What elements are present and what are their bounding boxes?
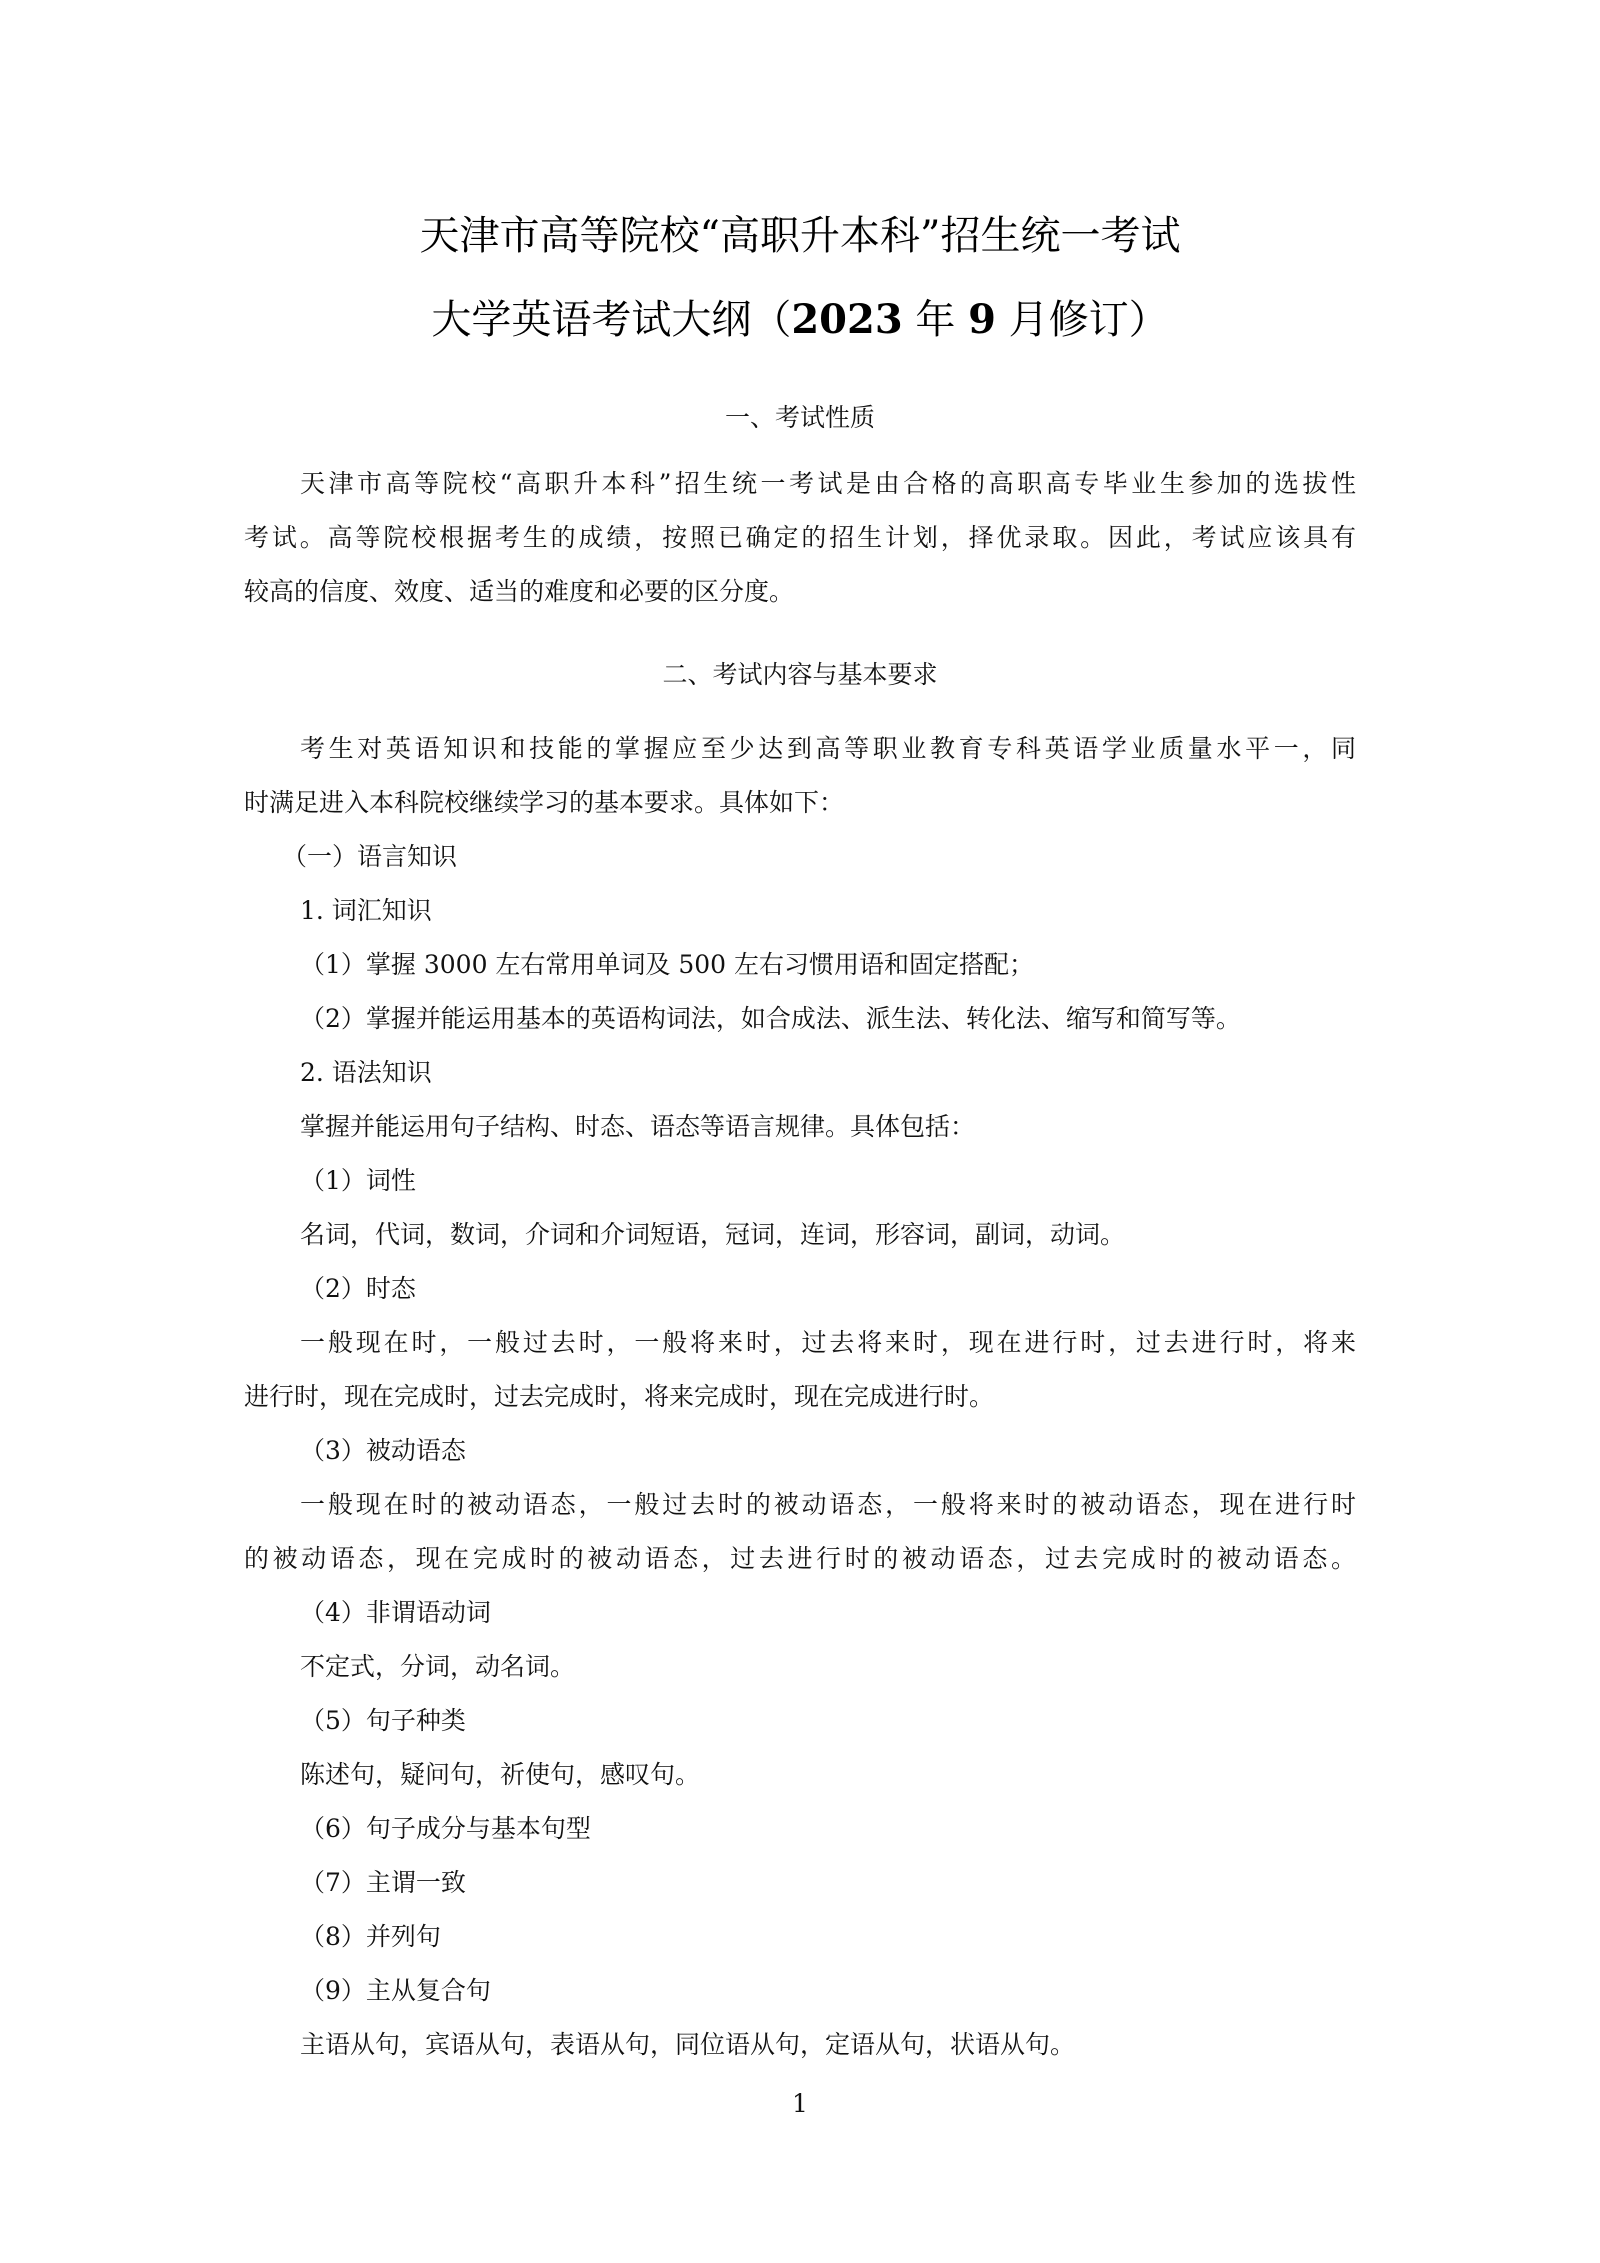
grammar-intro: 掌握并能运用句子结构、时态、语态等语言规律。具体包括： [300, 1112, 976, 1141]
tense-heading: （2）时态 [300, 1274, 416, 1303]
title-prefix: 大学英语考试大纲（ [431, 297, 792, 343]
section1-line: 天津市高等院校“高职升本科”招生统一考试是由合格的高职高专毕业生参加的选拔性 [300, 469, 1356, 498]
nonfinite-text: 不定式，分词，动名词。 [300, 1652, 576, 1681]
title-mid: 年 [902, 297, 969, 343]
page-number: 1 [792, 2089, 808, 2118]
complex-heading: （9）主从复合句 [300, 1976, 491, 2005]
sentence-types-text: 陈述句，疑问句，祈使句，感叹句。 [300, 1760, 701, 1789]
title-suffix: 月修订） [995, 297, 1169, 343]
passive-heading: （3）被动语态 [300, 1436, 466, 1465]
section2-intro-line: 考生对英语知识和技能的掌握应至少达到高等职业教育专科英语学业质量水平一，同 [300, 734, 1356, 763]
section1-line: 考试。高等院校根据考生的成绩，按照已确定的招生计划，择优录取。因此，考试应该具有 [244, 523, 1356, 552]
document-title-line1: 天津市高等院校“高职升本科”招生统一考试 [419, 213, 1181, 259]
vocab-item: （2）掌握并能运用基本的英语构词法，如合成法、派生法、转化法、缩写和简写等。 [300, 1004, 1241, 1033]
section1-line: 较高的信度、效度、适当的难度和必要的区分度。 [244, 577, 795, 606]
pos-heading: （1）词性 [300, 1166, 416, 1195]
section1-heading: 一、考试性质 [724, 403, 875, 432]
tense-line: 进行时，现在完成时，过去完成时，将来完成时，现在完成进行时。 [244, 1382, 995, 1411]
compound-heading: （8）并列句 [300, 1922, 441, 1951]
pos-text: 名词，代词，数词，介词和介词短语，冠词，连词，形容词，副词，动词。 [300, 1220, 1126, 1249]
complex-text: 主语从句，宾语从句，表语从句，同位语从句，定语从句，状语从句。 [300, 2030, 1076, 2059]
passive-line: 的被动语态，现在完成时的被动语态，过去进行时的被动语态，过去完成时的被动语态。 [244, 1544, 1356, 1573]
passive-line: 一般现在时的被动语态，一般过去时的被动语态，一般将来时的被动语态，现在进行时 [300, 1490, 1356, 1519]
components-heading: （6）句子成分与基本句型 [300, 1814, 591, 1843]
subsection-language-knowledge: （一）语言知识 [282, 842, 458, 871]
tense-line: 一般现在时，一般过去时，一般将来时，过去将来时，现在进行时，过去进行时，将来 [300, 1328, 1356, 1357]
nonfinite-heading: （4）非谓语动词 [300, 1598, 491, 1627]
agreement-heading: （7）主谓一致 [300, 1868, 466, 1897]
sentence-types-heading: （5）句子种类 [300, 1706, 466, 1735]
vocab-heading: 1. 词汇知识 [300, 896, 432, 925]
grammar-heading: 2. 语法知识 [300, 1058, 432, 1087]
title-year: 2023 [791, 296, 903, 343]
section2-heading: 二、考试内容与基本要求 [662, 660, 938, 689]
title-month: 9 [968, 296, 996, 343]
section2-intro-line: 时满足进入本科院校继续学习的基本要求。具体如下： [244, 788, 845, 817]
document-title-line2 [0, 292, 1600, 348]
vocab-item: （1）掌握 3000 左右常用单词及 500 左右习惯用语和固定搭配； [300, 950, 1035, 979]
